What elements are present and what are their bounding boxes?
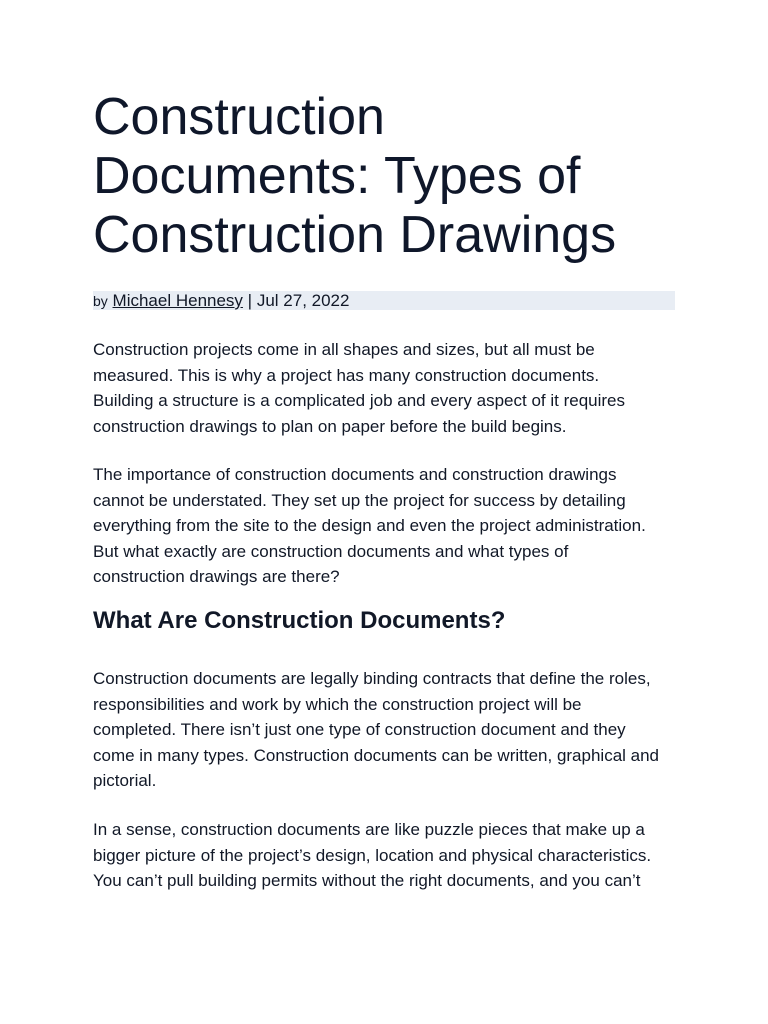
text-line: Building a structure is a complicated job and every aspect of it requires — [93, 391, 625, 410]
byline-by: by — [93, 293, 108, 309]
author-link[interactable]: Michael Hennesy — [112, 291, 243, 310]
text-line: everything from the site to the design and even the project administration. — [93, 516, 646, 535]
text-line: The importance of construction documents and construction drawings — [93, 465, 617, 484]
intro-paragraph — [93, 337, 675, 439]
text-line: construction drawings are there? — [93, 567, 340, 586]
byline-separator: | — [247, 291, 253, 310]
text-line: Construction projects come in all shapes and sizes, but all must be — [93, 340, 595, 359]
text-line: pictorial. — [93, 771, 157, 790]
text-line: come in many types. Construction documents can be written, graphical and — [93, 745, 660, 765]
intro-paragraph — [93, 462, 675, 590]
text-line: In a sense, construction documents are like puzzle pieces that make up a — [93, 820, 645, 839]
section-paragraph — [93, 817, 675, 894]
text-line: measured. This is why a project has many construction documents. — [93, 365, 600, 385]
section-heading: What Are Construction Documents? — [93, 607, 506, 634]
text-line: bigger picture of the project’s design, location and physical characteristics. — [93, 845, 652, 865]
title-line: Construction Drawings — [93, 206, 617, 264]
text-line: cannot be understated. They set up the project for success by detailing — [93, 490, 626, 510]
text-line: construction drawings to plan on paper before the build begins. — [93, 416, 567, 436]
text-line: completed. There isn’t just one type of construction document and they — [93, 720, 626, 739]
title-line: Construction — [93, 88, 385, 146]
text-line: responsibilities and work by which the construction project will be — [93, 694, 582, 714]
title-line: Documents: Types of — [93, 147, 581, 205]
article — [93, 88, 675, 890]
publish-date: Jul 27, 2022 — [256, 291, 350, 310]
text-line: But what exactly are construction documents and what types of — [93, 541, 569, 561]
article-title — [93, 88, 675, 265]
text-line: You can’t pull building permits without the right documents, and you can’t — [93, 871, 641, 890]
byline — [93, 291, 675, 310]
section-paragraph — [93, 666, 675, 794]
text-line: Construction documents are legally binding contracts that define the roles, — [93, 669, 651, 688]
